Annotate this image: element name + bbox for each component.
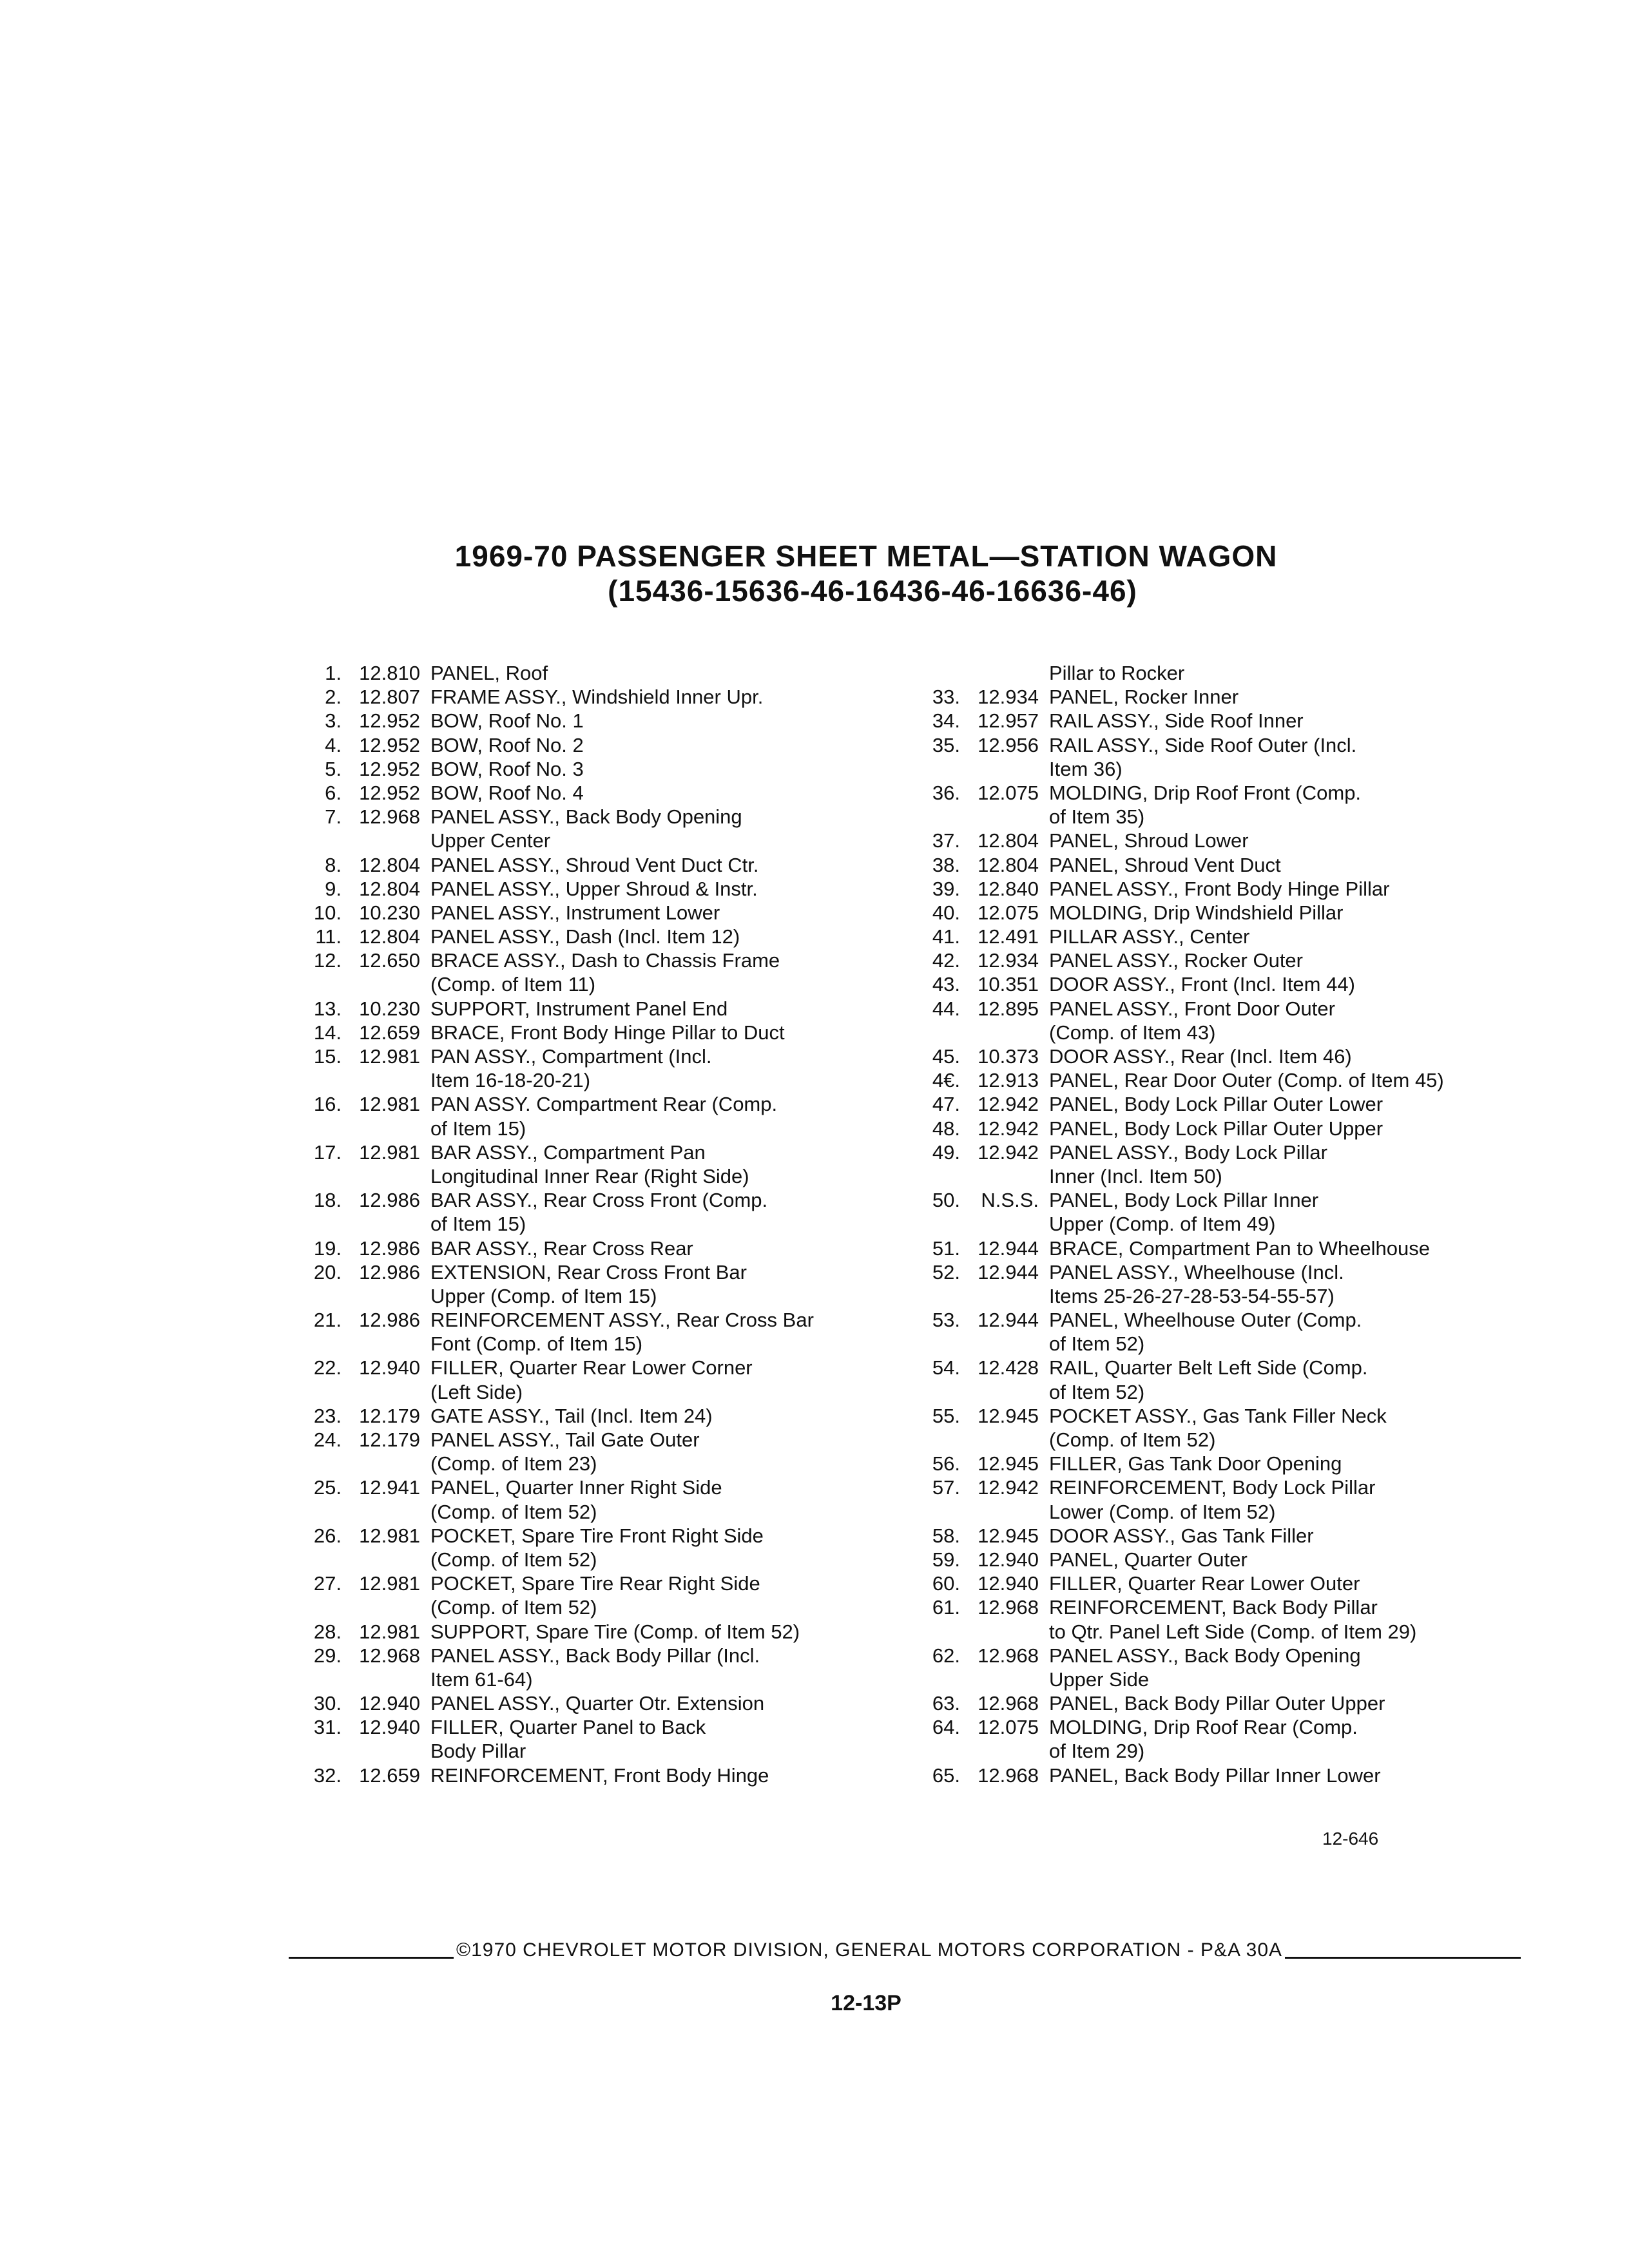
part-description: RAIL ASSY., Side Roof Inner (1049, 709, 1304, 733)
item-number: 54. (932, 1356, 960, 1379)
part-row (915, 1117, 1547, 1140)
group-number: 12.986 (359, 1309, 420, 1332)
group-number: 12.940 (978, 1572, 1039, 1595)
item-number: 10. (313, 901, 342, 924)
part-description: BOW, Roof No. 2 (430, 733, 584, 756)
item-number: 9. (325, 877, 342, 900)
part-description: REINFORCEMENT ASSY., Rear Cross Bar (430, 1309, 814, 1332)
part-description: PANEL ASSY., Shroud Vent Duct Ctr. (430, 853, 759, 876)
part-description-continued: Upper Side (1049, 1667, 1150, 1691)
item-number: 13. (313, 997, 342, 1020)
item-number: 3. (325, 709, 342, 733)
group-number: 12.075 (978, 781, 1039, 804)
part-description-continued: (Comp. of Item 52) (430, 1596, 597, 1619)
part-description: BRACE ASSY., Dash to Chassis Frame (430, 949, 780, 972)
part-row (296, 997, 915, 1021)
item-number: 16. (313, 1093, 342, 1116)
group-number: 12.934 (978, 949, 1039, 972)
part-description: POCKET ASSY., Gas Tank Filler Neck (1049, 1404, 1387, 1427)
item-number: 33. (932, 686, 960, 709)
group-number: 12.957 (978, 709, 1039, 733)
part-row (296, 1475, 915, 1499)
part-row (296, 733, 915, 757)
part-description: RAIL, Quarter Belt Left Side (Comp. (1049, 1356, 1368, 1379)
group-number: 12.075 (978, 1716, 1039, 1739)
part-row (915, 948, 1547, 972)
part-row (296, 781, 915, 805)
group-number: 12.807 (359, 686, 420, 709)
part-description: PAN ASSY. Compartment Rear (Comp. (430, 1093, 778, 1116)
part-description: FILLER, Quarter Rear Lower Corner (430, 1356, 753, 1379)
group-number: 12.804 (359, 853, 420, 876)
item-number: 30. (313, 1692, 342, 1715)
item-number: 1. (325, 662, 342, 684)
part-description-continued: of Item 52) (1049, 1380, 1145, 1403)
part-description-continued: Upper (Comp. of Item 49) (1049, 1213, 1276, 1236)
part-row (296, 709, 915, 733)
part-description: BAR ASSY., Rear Cross Front (Comp. (430, 1189, 768, 1212)
group-number: 12.944 (978, 1236, 1039, 1260)
continued-description: Pillar to Rocker (1049, 662, 1185, 684)
part-description: DOOR ASSY., Front (Incl. Item 44) (1049, 973, 1355, 996)
part-description-continued: of Item 52) (1049, 1332, 1145, 1356)
part-description-continued: Item 61-64) (430, 1667, 533, 1691)
part-description: REINFORCEMENT, Body Lock Pillar (1049, 1476, 1376, 1499)
group-number: 12.942 (978, 1117, 1039, 1140)
part-description: GATE ASSY., Tail (Incl. Item 24) (430, 1404, 713, 1427)
part-description: REINFORCEMENT, Front Body Hinge (430, 1763, 769, 1787)
part-row (915, 972, 1547, 996)
part-description: MOLDING, Drip Roof Rear (Comp. (1049, 1716, 1358, 1739)
footer-rule-left (289, 1957, 454, 1959)
group-number: 12.944 (978, 1260, 1039, 1283)
part-description: PANEL ASSY., Upper Shroud & Instr. (430, 877, 758, 900)
part-row (296, 1188, 915, 1212)
part-description-continued: of Item 15) (430, 1117, 526, 1140)
part-row (915, 1188, 1547, 1212)
part-description: PANEL, Body Lock Pillar Inner (1049, 1189, 1319, 1212)
part-description: REINFORCEMENT, Back Body Pillar (1049, 1596, 1378, 1619)
part-row (915, 1068, 1547, 1092)
part-description: FRAME ASSY., Windshield Inner Upr. (430, 686, 764, 709)
part-description: FILLER, Quarter Rear Lower Outer (1049, 1572, 1360, 1595)
part-description-continued: Upper (Comp. of Item 15) (430, 1284, 657, 1307)
item-number: 19. (313, 1236, 342, 1260)
item-number: 14. (313, 1021, 342, 1044)
group-number: 12.840 (978, 877, 1039, 900)
part-row (296, 1044, 915, 1068)
part-row (915, 925, 1547, 948)
item-number: 58. (932, 1524, 960, 1547)
item-number: 4€. (932, 1069, 960, 1092)
part-row (296, 805, 915, 829)
item-number: 12. (313, 949, 342, 972)
part-description-continued: of Item 15) (430, 1213, 526, 1236)
group-number: 12.968 (978, 1644, 1039, 1667)
item-number: 50. (932, 1189, 960, 1212)
part-row (915, 1140, 1547, 1164)
part-description: BAR ASSY., Rear Cross Rear (430, 1236, 693, 1260)
group-number: 12.968 (978, 1596, 1039, 1619)
group-number: 12.941 (359, 1476, 420, 1499)
part-description: PANEL ASSY., Front Body Hinge Pillar (1049, 877, 1390, 900)
group-number: 12.952 (359, 709, 420, 733)
footer-rule-right (1285, 1957, 1521, 1959)
part-row (915, 1260, 1547, 1284)
part-description-continued: of Item 35) (1049, 805, 1145, 829)
part-description: DOOR ASSY., Rear (Incl. Item 46) (1049, 1045, 1352, 1068)
part-description: SUPPORT, Spare Tire (Comp. of Item 52) (430, 1620, 800, 1643)
part-row (915, 1644, 1547, 1667)
figure-reference: 12-646 (1322, 1829, 1379, 1849)
group-number: 12.940 (978, 1548, 1039, 1571)
footer (289, 1939, 1521, 1961)
part-row (296, 1260, 915, 1284)
part-row (915, 1715, 1547, 1739)
part-description: DOOR ASSY., Gas Tank Filler (1049, 1524, 1314, 1547)
item-number: 37. (932, 829, 960, 852)
part-description: MOLDING, Drip Windshield Pillar (1049, 901, 1344, 924)
part-row (296, 1644, 915, 1667)
item-number: 55. (932, 1404, 960, 1427)
part-description: POCKET, Spare Tire Rear Right Side (430, 1572, 760, 1595)
item-number: 8. (325, 853, 342, 876)
part-row (296, 1140, 915, 1164)
item-number: 20. (313, 1260, 342, 1283)
part-description-continued: (Left Side) (430, 1380, 523, 1403)
part-row (296, 877, 915, 901)
part-row (915, 1404, 1547, 1428)
group-number: 12.810 (359, 662, 420, 684)
group-number: 12.981 (359, 1572, 420, 1595)
part-row (915, 901, 1547, 925)
part-description: PANEL ASSY., Front Door Outer (1049, 997, 1335, 1020)
item-number: 21. (313, 1309, 342, 1332)
item-number: 56. (932, 1452, 960, 1475)
part-row (296, 1571, 915, 1595)
group-number: 12.075 (978, 901, 1039, 924)
part-row (296, 1308, 915, 1332)
part-description-continued: to Qtr. Panel Left Side (Comp. of Item 29) (1049, 1620, 1417, 1643)
part-description: PANEL, Rear Door Outer (Comp. of Item 45) (1049, 1069, 1444, 1092)
page-number: 12-13P (831, 1991, 901, 2015)
item-number: 40. (932, 901, 960, 924)
part-description: PANEL ASSY., Back Body Opening (430, 805, 742, 829)
group-number: 12.952 (359, 781, 420, 804)
group-number: 12.968 (978, 1692, 1039, 1715)
part-row (915, 1475, 1547, 1499)
part-row (296, 1092, 915, 1116)
part-description: PANEL, Body Lock Pillar Outer Upper (1049, 1117, 1383, 1140)
part-description-continued: (Comp. of Item 52) (1049, 1428, 1216, 1451)
part-description: PANEL ASSY., Instrument Lower (430, 901, 720, 924)
part-description: PANEL ASSY., Wheelhouse (Incl. (1049, 1260, 1344, 1283)
part-description-continued: Items 25-26-27-28-53-54-55-57) (1049, 1284, 1335, 1307)
part-row (915, 733, 1547, 757)
part-description: PANEL ASSY., Dash (Incl. Item 12) (430, 925, 740, 948)
part-description: POCKET, Spare Tire Front Right Side (430, 1524, 764, 1547)
part-row (915, 997, 1547, 1021)
item-number: 26. (313, 1524, 342, 1547)
group-number: 12.804 (359, 925, 420, 948)
item-number: 63. (932, 1692, 960, 1715)
part-row (296, 1691, 915, 1715)
part-row (296, 1404, 915, 1428)
part-description: BOW, Roof No. 1 (430, 709, 584, 733)
part-description: RAIL ASSY., Side Roof Outer (Incl. (1049, 733, 1357, 756)
item-number: 43. (932, 973, 960, 996)
item-number: 27. (313, 1572, 342, 1595)
item-number: 39. (932, 877, 960, 900)
part-description: PANEL ASSY., Tail Gate Outer (430, 1428, 700, 1451)
item-number: 51. (932, 1236, 960, 1260)
group-number: 12.942 (978, 1476, 1039, 1499)
part-description-continued: (Comp. of Item 43) (1049, 1021, 1216, 1044)
group-number: 12.981 (359, 1093, 420, 1116)
part-row (915, 1524, 1547, 1548)
part-row (296, 1763, 915, 1787)
item-number: 57. (932, 1476, 960, 1499)
item-number: 2. (325, 686, 342, 709)
group-number: 12.940 (359, 1692, 420, 1715)
group-number: 12.659 (359, 1021, 420, 1044)
item-number: 53. (932, 1309, 960, 1332)
item-number: 36. (932, 781, 960, 804)
part-description: PANEL, Back Body Pillar Outer Upper (1049, 1692, 1385, 1715)
item-number: 62. (932, 1644, 960, 1667)
part-description: PANEL, Wheelhouse Outer (Comp. (1049, 1309, 1362, 1332)
part-row (296, 1021, 915, 1044)
part-description: PAN ASSY., Compartment (Incl. (430, 1045, 712, 1068)
part-row (296, 948, 915, 972)
part-row (296, 853, 915, 877)
item-number: 5. (325, 757, 342, 780)
part-description: PANEL, Body Lock Pillar Outer Lower (1049, 1093, 1383, 1116)
part-row (915, 829, 1547, 852)
part-description: BRACE, Compartment Pan to Wheelhouse (1049, 1236, 1430, 1260)
parts-list-left (296, 661, 915, 1787)
parts-list-right (915, 661, 1547, 1787)
group-number: 12.491 (978, 925, 1039, 948)
group-number: 12.650 (359, 949, 420, 972)
part-description: PANEL ASSY., Back Body Pillar (Incl. (430, 1644, 760, 1667)
part-description-continued: (Comp. of Item 11) (430, 973, 596, 996)
part-description: PANEL, Roof (430, 662, 548, 684)
part-row (915, 1595, 1547, 1619)
group-number: 12.956 (978, 733, 1039, 756)
part-row (296, 1524, 915, 1548)
part-description: EXTENSION, Rear Cross Front Bar (430, 1260, 747, 1283)
group-number: N.S.S. (981, 1189, 1039, 1212)
group-number: 12.981 (359, 1620, 420, 1643)
part-row (915, 1452, 1547, 1475)
item-number: 24. (313, 1428, 342, 1451)
item-number: 65. (932, 1763, 960, 1787)
item-number: 42. (932, 949, 960, 972)
part-description: BRACE, Front Body Hinge Pillar to Duct (430, 1021, 785, 1044)
part-row (915, 1763, 1547, 1787)
part-row (296, 1620, 915, 1644)
part-row (296, 661, 915, 685)
part-description-continued: Upper Center (430, 829, 551, 852)
part-row (915, 853, 1547, 877)
item-number: 34. (932, 709, 960, 733)
item-number: 11. (315, 925, 342, 948)
part-row (915, 877, 1547, 901)
item-number: 59. (932, 1548, 960, 1571)
part-row (915, 781, 1547, 805)
item-number: 29. (313, 1644, 342, 1667)
item-number: 4. (325, 733, 342, 756)
item-number: 48. (932, 1117, 960, 1140)
part-description: PANEL, Shroud Lower (1049, 829, 1249, 852)
model-numbers: (15436-15636-46-16436-46-16636-46) (608, 574, 1137, 608)
item-number: 38. (932, 853, 960, 876)
item-number: 41. (932, 925, 960, 948)
group-number: 10.230 (359, 901, 420, 924)
part-row (915, 685, 1547, 709)
item-number: 49. (932, 1140, 960, 1164)
group-number: 12.981 (359, 1524, 420, 1547)
part-description: PANEL, Rocker Inner (1049, 686, 1239, 709)
part-row (296, 1715, 915, 1739)
part-description: FILLER, Gas Tank Door Opening (1049, 1452, 1342, 1475)
group-number: 12.952 (359, 757, 420, 780)
item-number: 64. (932, 1716, 960, 1739)
item-number: 61. (932, 1596, 960, 1619)
group-number: 12.981 (359, 1045, 420, 1068)
part-row (296, 757, 915, 781)
part-description-continued: of Item 29) (1049, 1740, 1145, 1763)
item-number: 7. (325, 805, 342, 829)
group-number: 12.940 (359, 1716, 420, 1739)
part-description: PANEL, Back Body Pillar Inner Lower (1049, 1763, 1381, 1787)
item-number: 15. (313, 1045, 342, 1068)
item-number: 44. (932, 997, 960, 1020)
group-number: 10.351 (978, 973, 1039, 996)
part-row (915, 1548, 1547, 1571)
group-number: 12.945 (978, 1452, 1039, 1475)
item-number: 18. (313, 1189, 342, 1212)
part-description: PANEL, Shroud Vent Duct (1049, 853, 1281, 876)
item-number: 32. (313, 1763, 342, 1787)
part-description: PANEL ASSY., Body Lock Pillar (1049, 1140, 1327, 1164)
group-number: 12.986 (359, 1236, 420, 1260)
item-number: 25. (313, 1476, 342, 1499)
group-number: 12.659 (359, 1763, 420, 1787)
part-row (915, 709, 1547, 733)
item-number: 31. (313, 1716, 342, 1739)
part-description-continued: (Comp. of Item 52) (430, 1500, 597, 1523)
item-number: 28. (313, 1620, 342, 1643)
group-number: 12.952 (359, 733, 420, 756)
part-description: PANEL ASSY., Quarter Otr. Extension (430, 1692, 765, 1715)
part-description-continued: Font (Comp. of Item 15) (430, 1332, 643, 1356)
part-description-continued: (Comp. of Item 52) (430, 1548, 597, 1571)
part-row (296, 685, 915, 709)
group-number: 12.428 (978, 1356, 1039, 1379)
part-description: PANEL, Quarter Outer (1049, 1548, 1248, 1571)
item-number: 47. (932, 1093, 960, 1116)
group-number: 12.968 (359, 805, 420, 829)
part-description-continued: Inner (Incl. Item 50) (1049, 1164, 1222, 1187)
part-description-continued: (Comp. of Item 23) (430, 1452, 597, 1475)
group-number: 12.945 (978, 1524, 1039, 1547)
group-number: 12.804 (359, 877, 420, 900)
part-row (915, 1356, 1547, 1379)
part-row (296, 901, 915, 925)
item-number: 45. (932, 1045, 960, 1068)
item-number: 6. (325, 781, 342, 804)
copyright-text: ©1970 CHEVROLET MOTOR DIVISION, GENERAL MOTORS CORPORATION - P&A 30A (456, 1939, 1283, 1961)
group-number: 12.944 (978, 1309, 1039, 1332)
part-row (915, 1308, 1547, 1332)
group-number: 12.986 (359, 1189, 420, 1212)
group-number: 12.895 (978, 997, 1039, 1020)
item-number: 23. (313, 1404, 342, 1427)
group-number: 12.804 (978, 853, 1039, 876)
group-number: 12.804 (978, 829, 1039, 852)
part-description-continued: Item 16-18-20-21) (430, 1069, 591, 1092)
part-row (296, 1356, 915, 1379)
part-description: FILLER, Quarter Panel to Back (430, 1716, 706, 1739)
group-number: 12.942 (978, 1093, 1039, 1116)
part-description-continued: Longitudinal Inner Rear (Right Side) (430, 1164, 749, 1187)
group-number: 12.934 (978, 686, 1039, 709)
part-description: SUPPORT, Instrument Panel End (430, 997, 728, 1020)
item-number: 52. (932, 1260, 960, 1283)
part-description: BOW, Roof No. 3 (430, 757, 584, 780)
part-description: PANEL ASSY., Back Body Opening (1049, 1644, 1361, 1667)
part-row (915, 1092, 1547, 1116)
part-row (296, 1236, 915, 1260)
part-description: MOLDING, Drip Roof Front (Comp. (1049, 781, 1362, 804)
part-row (915, 1044, 1547, 1068)
part-description: PILLAR ASSY., Center (1049, 925, 1250, 948)
part-description: BAR ASSY., Compartment Pan (430, 1140, 706, 1164)
item-number: 35. (932, 733, 960, 756)
part-row (915, 1236, 1547, 1260)
group-number: 12.968 (978, 1763, 1039, 1787)
group-number: 12.945 (978, 1404, 1039, 1427)
group-number: 12.179 (359, 1428, 420, 1451)
part-row (915, 1691, 1547, 1715)
group-number: 12.179 (359, 1404, 420, 1427)
part-row (296, 1428, 915, 1452)
item-number: 22. (313, 1356, 342, 1379)
group-number: 10.230 (359, 997, 420, 1020)
part-row (296, 925, 915, 948)
page-title: 1969-70 PASSENGER SHEET METAL—STATION WAGON (454, 539, 1278, 573)
group-number: 12.968 (359, 1644, 420, 1667)
part-row (915, 1571, 1547, 1595)
group-number: 12.940 (359, 1356, 420, 1379)
item-number: 17. (313, 1140, 342, 1164)
group-number: 12.986 (359, 1260, 420, 1283)
group-number: 10.373 (978, 1045, 1039, 1068)
item-number: 60. (932, 1572, 960, 1595)
part-description: PANEL ASSY., Rocker Outer (1049, 949, 1303, 972)
part-description-continued: Lower (Comp. of Item 52) (1049, 1500, 1276, 1523)
group-number: 12.913 (978, 1069, 1039, 1092)
group-number: 12.942 (978, 1140, 1039, 1164)
group-number: 12.981 (359, 1140, 420, 1164)
part-description-continued: Item 36) (1049, 757, 1123, 780)
part-description-continued: Body Pillar (430, 1740, 526, 1763)
part-description: BOW, Roof No. 4 (430, 781, 584, 804)
part-description: PANEL, Quarter Inner Right Side (430, 1476, 722, 1499)
